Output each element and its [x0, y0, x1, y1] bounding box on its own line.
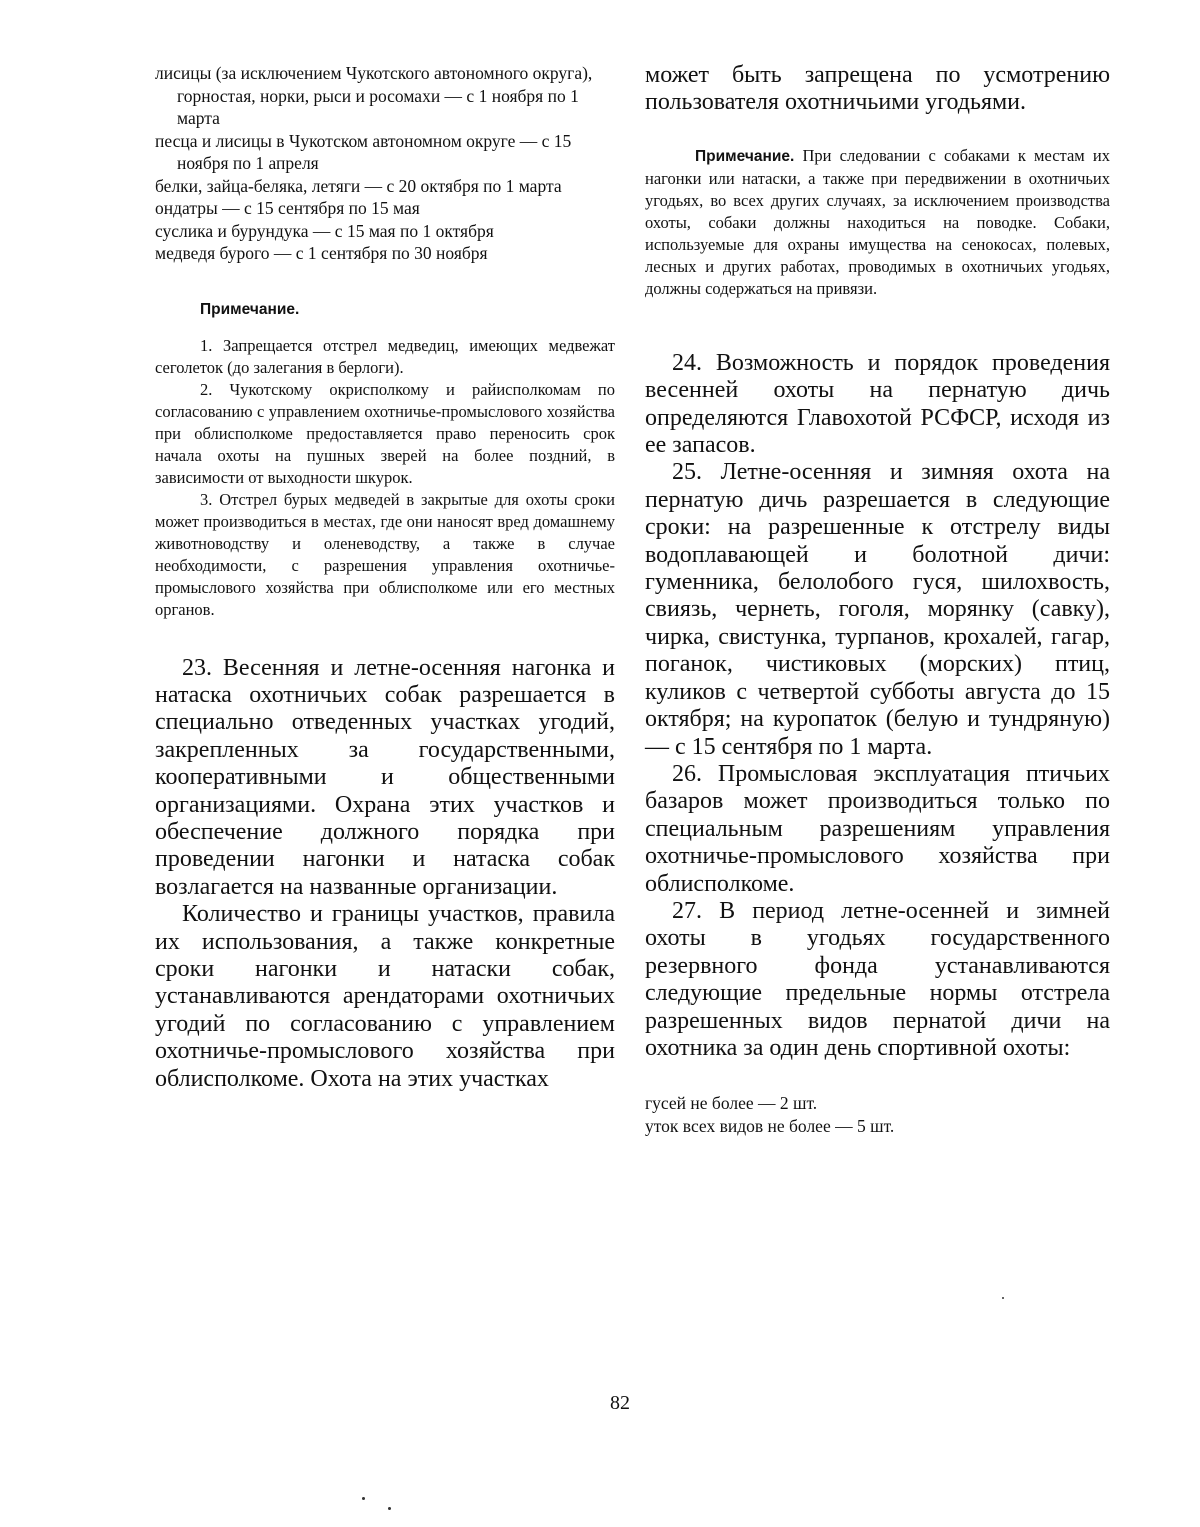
note-item: 3. Отстрел бурых медведей в закрытые для охоты сроки может производиться в местах, где они наносят вред домашнему животноводству и оленеводству, а также в случае необходимости, с разрешения управления охотничье-промыслового хозяйства при облисполкоме или его местных органов. — [155, 489, 615, 619]
paragraph-25: 25. Летне-осенняя и зимняя охота на пернатую дичь разрешается в следующие сроки: на разрешенные к отстрелу виды водоплавающей и болотной дичи: гуменника, белолобого гуся, шилохвость, свиязь, чернеть, гоголя, морянку (савку), чирка, свистунка, турпанов, крохалей, гагар, поганок, чистиковых (морских) птиц, куликов с четвертой субботы августа до 15 октября; на куропаток (белую и тундряную) — с 15 сентября по 1 марта. — [645, 459, 1110, 760]
note-title: Примечание. — [200, 300, 300, 318]
bag-limit-item: уток всех видов не более — 5 шт. — [645, 1115, 895, 1136]
dog-note — [645, 145, 1110, 300]
hunting-season-list — [155, 62, 615, 265]
season-item: медведя бурого — с 1 сентября по 30 ноября — [155, 243, 488, 263]
season-item: суслика и бурундука — с 15 мая по 1 октября — [155, 220, 494, 241]
left-column — [155, 62, 615, 1093]
note-text: При следовании с собаками к местам их нагонки или натаски, а также при передвижении в охотничьих угодьях, во всех других случаях, за исключением производства охоты, собаки должны находиться на поводке. Собаки, используемые для охраны имущества на сенокосах, полевых, лесных и других работах, проводимых в охотничьих угодьях, должны содержаться на привязи. — [645, 145, 1110, 298]
right-column — [645, 62, 1110, 1137]
paragraph-plots: Количество и границы участков, правила их использования, а также конкретные сроки нагонки и натаски собак, устанавливаются арендаторами охотничьих угодий по согласованию с управлением охотничье-промыслового хозяйства при облисполкоме. Охота на этих участках — [155, 901, 615, 1092]
note-list — [155, 335, 615, 621]
season-item: белки, зайца-беляка, летяги — с 20 октября по 1 марта — [155, 175, 562, 196]
body-text-right — [645, 350, 1110, 1063]
paragraph-continuation: может быть запрещена по усмотрению пользователя охотничьими угодьями. — [645, 62, 1110, 116]
season-item: лисицы (за исключением Чукотского автономного округа), горностая, норки, рыси и росомахи — с 1 ноября по 1 марта — [155, 63, 593, 128]
page-number: 82 — [610, 1392, 630, 1414]
season-item: песца и лисицы в Чукотском автономном округе — с 15 ноября по 1 апреля — [155, 130, 572, 173]
note-item: 2. Чукотскому окрисполкому и райисполкомам по согласованию с управлением охотничье-промыслового хозяйства при облисполкоме предоставляется право переносить срок начала охоты на пушных зверей на более поздний, в зависимости от выходности шкурок. — [155, 379, 615, 487]
paragraph-26: 26. Промысловая эксплуатация птичьих базаров может производиться только по специальным разрешениям управления охотничье-промыслового хозяйства при облисполкоме. — [645, 760, 1110, 897]
note-title: Примечание. — [695, 147, 795, 165]
bag-limit-list — [645, 1092, 1110, 1137]
body-text-left — [155, 655, 615, 1094]
paragraph-24: 24. Возможность и порядок проведения весенней охоты на пернатую дичь определяются Главохотой РСФСР, исходя из ее запасов. — [645, 349, 1110, 459]
bag-limit-item: гусей не более — 2 шт. — [645, 1093, 818, 1114]
paragraph-27: 27. В период летне-осенней и зимней охоты в угодьях государственного резервного фонда устанавливаются следующие предельные нормы отстрела разрешенных видов пернатой дичи на охотника за один день спортивной охоты: — [645, 897, 1110, 1061]
note-item: 1. Запрещается отстрел медведиц, имеющих медвежат сеголеток (до залегания в берлоги). — [155, 335, 615, 377]
season-item: ондатры — с 15 сентября по 15 мая — [155, 198, 420, 218]
paragraph-23: 23. Весенняя и летне-осенняя нагонка и натаска охотничьих собак разрешается в специально отведенных участках угодий, закрепленных за государственными, кооперативными и общественными организациями. Охрана этих участков и обеспечение должного порядка при проведении нагонки и натаска собак возлагается на названные организации. — [155, 654, 615, 900]
